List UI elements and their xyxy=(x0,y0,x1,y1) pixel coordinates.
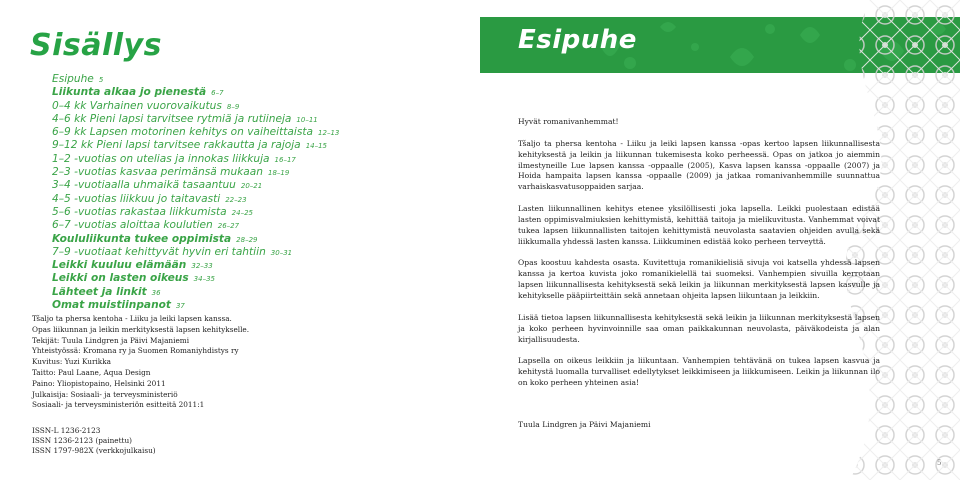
toc-entry[interactable] xyxy=(52,233,339,246)
issn-block xyxy=(32,426,156,455)
toc-entry-title: Koululiikunta tukee oppimista xyxy=(52,232,232,245)
toc-entry-title: Omat muistiinpanot xyxy=(52,299,171,312)
table-of-contents xyxy=(52,73,339,312)
colophon xyxy=(32,314,249,411)
toc-entry-pages: 20–21 xyxy=(240,182,263,191)
colophon-line: Paino: Yliopistopaino, Helsinki 2011 xyxy=(32,378,166,388)
preface-title: Esipuhe xyxy=(518,25,637,55)
toc-entry-title: 7–9 -vuotiaat kehittyvät hyvin eri tahtiin xyxy=(52,245,266,258)
toc-entry[interactable] xyxy=(52,73,339,86)
toc-entry-pages: 24–25 xyxy=(231,208,253,217)
toc-entry[interactable] xyxy=(52,126,339,139)
toc-entry-title: 9–12 kk Pieni lapsi tarvitsee rakkautta ja rajoja xyxy=(52,139,301,152)
toc-entry-title: 5–6 -vuotias rakastaa liikkumista xyxy=(52,205,227,218)
toc-entry-pages: 5 xyxy=(98,76,104,84)
toc-entry-pages: 30–31 xyxy=(270,248,293,257)
toc-entry-pages: 34–35 xyxy=(193,275,215,284)
toc-entry-title: 4–6 kk Pieni lapsi tarvitsee rytmiä ja rutiineja xyxy=(52,112,292,125)
toc-entry[interactable] xyxy=(52,286,339,299)
colophon-line: Taitto: Paul Laane, Aqua Design xyxy=(32,367,151,377)
toc-entry-title: 0–4 kk Varhainen vuorovaikutus xyxy=(52,99,222,112)
toc-entry-title: Leikki kuuluu elämään xyxy=(52,259,187,272)
toc-entry-pages: 18–19 xyxy=(268,169,290,178)
issn-line: ISSN-L 1236-2123 xyxy=(32,426,101,435)
preface-body xyxy=(518,117,880,400)
paragraph: Tšaljo ta phersa kentoha - Liiku ja leiki lapsen kanssa -opas kertoo lapsen liikunnallisesta kehityksestä ja leikin ja liikunnan tukemisesta koko perheessä. Opas on jatkoa jo aiemmin ilmestyneille Lue lapsen kanssa -oppaalle (2005), Kasva lapsen kanssa -oppaalle (2007) ja Hoida hampaita lapsen kanssa -oppaalle (2009) ja jatkaa romanivanhemmille suunnattua varhaiskasvatusoppaiden sarjaa. xyxy=(518,138,880,192)
toc-entry-title: 6–7 -vuotias aloittaa koulutien xyxy=(52,219,213,232)
toc-entry[interactable] xyxy=(52,299,339,312)
toc-entry-title: Liikunta alkaa jo pienestä xyxy=(52,86,207,99)
paragraph: Lasten liikunnallinen kehitys etenee yksilöllisesti joka lapsella. Leikki puolestaan edistää lasten oppimisvalmiuksien kehittymistä, kehittää taitoja ja mielikuvitusta. Vanhemmat voivat tukea lapsen liikunnallisten taitojen kehittymistä neuvolasta saatavien ohjeiden avulla sekä liikkumalla yhdessä lasten kanssa. Liikkuminen edistää koko perheen terveyttä. xyxy=(518,204,880,246)
colophon-line: Tšaljo ta phersa kentoha - Liiku ja leiki lapsen kanssa. xyxy=(32,314,232,323)
colophon-line: Julkaisija: Sosiaali- ja terveysministeriö xyxy=(32,389,178,399)
toc-entry-pages: 14–15 xyxy=(305,142,328,151)
toc-entry[interactable] xyxy=(52,246,339,259)
toc-entry-pages: 26–27 xyxy=(217,222,240,231)
toc-entry-pages: 37 xyxy=(175,302,185,311)
toc-entry-title: Leikki on lasten oikeus xyxy=(52,272,189,285)
toc-entry-pages: 22–23 xyxy=(225,195,247,204)
issn-line: ISSN 1236-2123 (painettu) xyxy=(32,435,133,445)
toc-entry[interactable] xyxy=(52,166,339,179)
paragraph: Lisää tietoa lapsen liikunnallisesta kehityksestä sekä leikin ja liikunnan merkityksestä lapsen ja koko perheen hyvinvoinnille saa oman paikkakunnan neuvolasta, päiväkodeista ja alan kirjallisuudesta. xyxy=(518,312,880,344)
toc-entry-pages: 10–11 xyxy=(296,115,318,124)
toc-entry[interactable] xyxy=(52,206,339,219)
toc-entry[interactable] xyxy=(52,113,339,126)
toc-entry-pages: 12–13 xyxy=(318,129,340,138)
toc-entry-title: 3–4 -vuotiaalla uhmaikä tasaantuu xyxy=(52,179,236,192)
page-number: 5 xyxy=(937,459,942,467)
toc-entry-pages: 6–7 xyxy=(211,89,224,98)
toc-entry-pages: 32–33 xyxy=(191,262,213,271)
toc-entry[interactable] xyxy=(52,139,339,152)
toc-title: Sisällys xyxy=(30,28,162,63)
toc-entry[interactable] xyxy=(52,193,339,206)
toc-entry[interactable] xyxy=(52,86,339,99)
toc-entry-title: 4–5 -vuotias liikkuu jo taitavasti xyxy=(52,192,221,205)
toc-entry-title: Esipuhe xyxy=(52,73,94,85)
toc-entry-pages: 16–17 xyxy=(274,155,296,164)
toc-entry[interactable] xyxy=(52,179,339,192)
colophon-line: Sosiaali- ja terveysministeriön esitteitä 2011:1 xyxy=(32,400,205,410)
toc-entry[interactable] xyxy=(52,100,339,113)
colophon-line: Opas liikunnan ja leikin merkityksestä lapsen kehitykselle. xyxy=(32,324,250,334)
toc-entry[interactable] xyxy=(52,153,339,166)
colophon-line: Yhteistyössä: Kromana ry ja Suomen Romaniyhdistys ry xyxy=(32,346,239,356)
toc-entry-pages: 36 xyxy=(151,288,161,297)
colophon-line: Tekijät: Tuula Lindgren ja Päivi Majaniemi xyxy=(32,335,190,345)
toc-entry-pages: 8–9 xyxy=(226,102,240,111)
toc-entry-title: 6–9 kk Lapsen motorinen kehitys on vaiheittaista xyxy=(52,126,314,139)
toc-entry-title: 2–3 -vuotias kasvaa perimänsä mukaan xyxy=(52,166,263,179)
toc-entry-pages: 28–29 xyxy=(236,235,258,244)
greeting: Hyvät romanivanhemmat! xyxy=(518,117,619,126)
toc-entry[interactable] xyxy=(52,219,339,232)
paragraph: Lapsella on oikeus leikkiin ja liikuntaan. Vanhempien tehtävänä on tukea lapsen kasvua ja kehitystä luomalla turvalliset edellytykset leikkimiseen ja liikkumiseen. Leikin ja liikunnan ilo on koko perheen yhteinen asia! xyxy=(518,356,880,388)
toc-entry[interactable] xyxy=(52,259,339,272)
colophon-line: Kuvitus: Yuzi Kurikka xyxy=(32,357,111,367)
toc-entry[interactable] xyxy=(52,272,339,285)
toc-entry-title: 1–2 -vuotias on utelias ja innokas liikkuja xyxy=(52,152,270,165)
issn-line: ISSN 1797-982X (verkkojulkaisu) xyxy=(32,445,156,455)
signature: Tuula Lindgren ja Päivi Majaniemi xyxy=(518,420,651,429)
paragraph: Opas koostuu kahdesta osasta. Kuvitettuja romanikielisiä sivuja voi katsella yhdessä lapsen kanssa ja kertoa kuvista joko romanikielellä tai suomeksi. Vanhempien sivuilla kerrotaan lapsen liikunnallisesta kehityksestä sekä leikin ja liikunnan merkityksestä lapsen kasvulle ja kehitykselle pääpiirteittäin sekä annetaan ohjeita lapsen liikuntaan ja leikkiin. xyxy=(518,258,880,301)
toc-entry-title: Lähteet ja linkit xyxy=(52,285,147,298)
